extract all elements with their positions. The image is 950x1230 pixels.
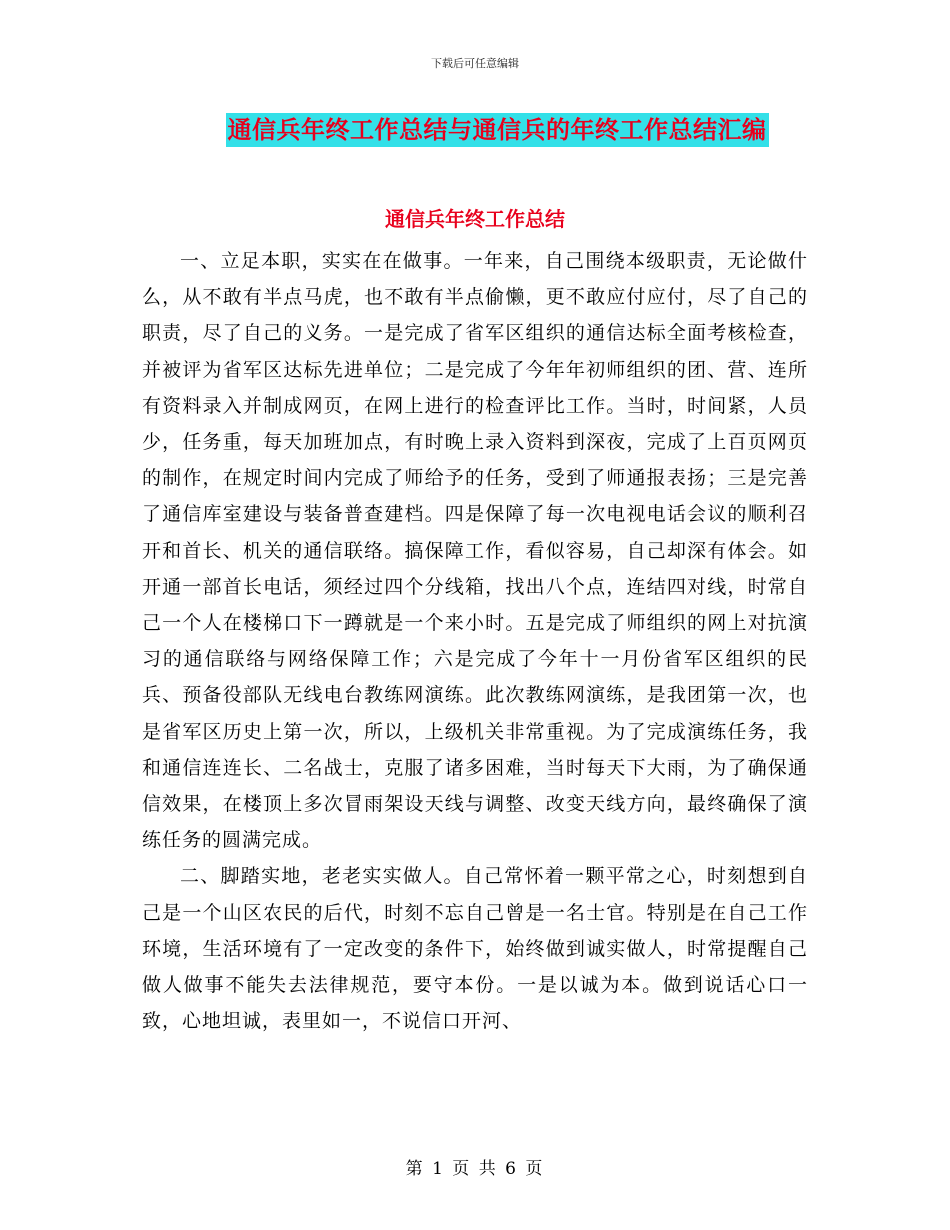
page-footer: 第 1 页 共 6 页 [405,1159,545,1179]
header-note: 下载后可任意编辑 [431,57,519,70]
section-title: 通信兵年终工作总结 [385,207,565,231]
document-title: 通信兵年终工作总结与通信兵的年终工作总结汇编 [226,113,769,147]
document-body [142,243,808,1039]
paragraph: 二、脚踏实地，老老实实做人。自己常怀着一颗平常之心，时刻想到自己是一个山区农民的后代，时刻不忘自己曾是一名士官。特别是在自己工作环境，生活环境有了一定改变的条件下，始终做到诚实做人，时常提醒自己做人做事不能失去法律规范，要守本份。一是以诚为本。做到说话心口一致，心地坦诚，表里如一，不说信口开河、 [142,865,808,1033]
document-title-block [0,113,950,147]
paragraph: 一、立足本职，实实在在做事。一年来，自己围绕本级职责，无论做什么，从不敢有半点马虎，也不敢有半点偷懒，更不敢应付应付，尽了自己的职责，尽了自己的义务。一是完成了省军区组织的通信达标全面考核检查，并被评为省军区达标先进单位；二是完成了今年年初师组织的团、营、连所有资料录入并制成网页，在网上进行的检查评比工作。当时，时间紧，人员少，任务重，每天加班加点，有时晚上录入资料到深夜，完成了上百页网页的制作，在规定时间内完成了师给予的任务，受到了师通报表扬；三是完善了通信库室建设与装备普查建档。四是保障了每一次电视电话会议的顺利召开和首长、机关的通信联络。搞保障工作，看似容易，自己却深有体会。如开通一部首长电话，须经过四个分线箱，找出八个点，连结四对线，时常自己一个人在楼梯口下一蹲就是一个来小时。五是完成了师组织的网上对抗演习的通信联络与网络保障工作；六是完成了今年十一月份省军区组织的民兵、预备役部队无线电台教练网演练。此次教练网演练，是我团第一次，也是省军区历史上第一次，所以，上级机关非常重视。为了完成演练任务，我和通信连连长、二名战士，克服了诸多困难，当时每天下大雨，为了确保通信效果，在楼顶上多次冒雨架设天线与调整、改变天线方向，最终确保了演练任务的圆满完成。 [142,250,808,852]
